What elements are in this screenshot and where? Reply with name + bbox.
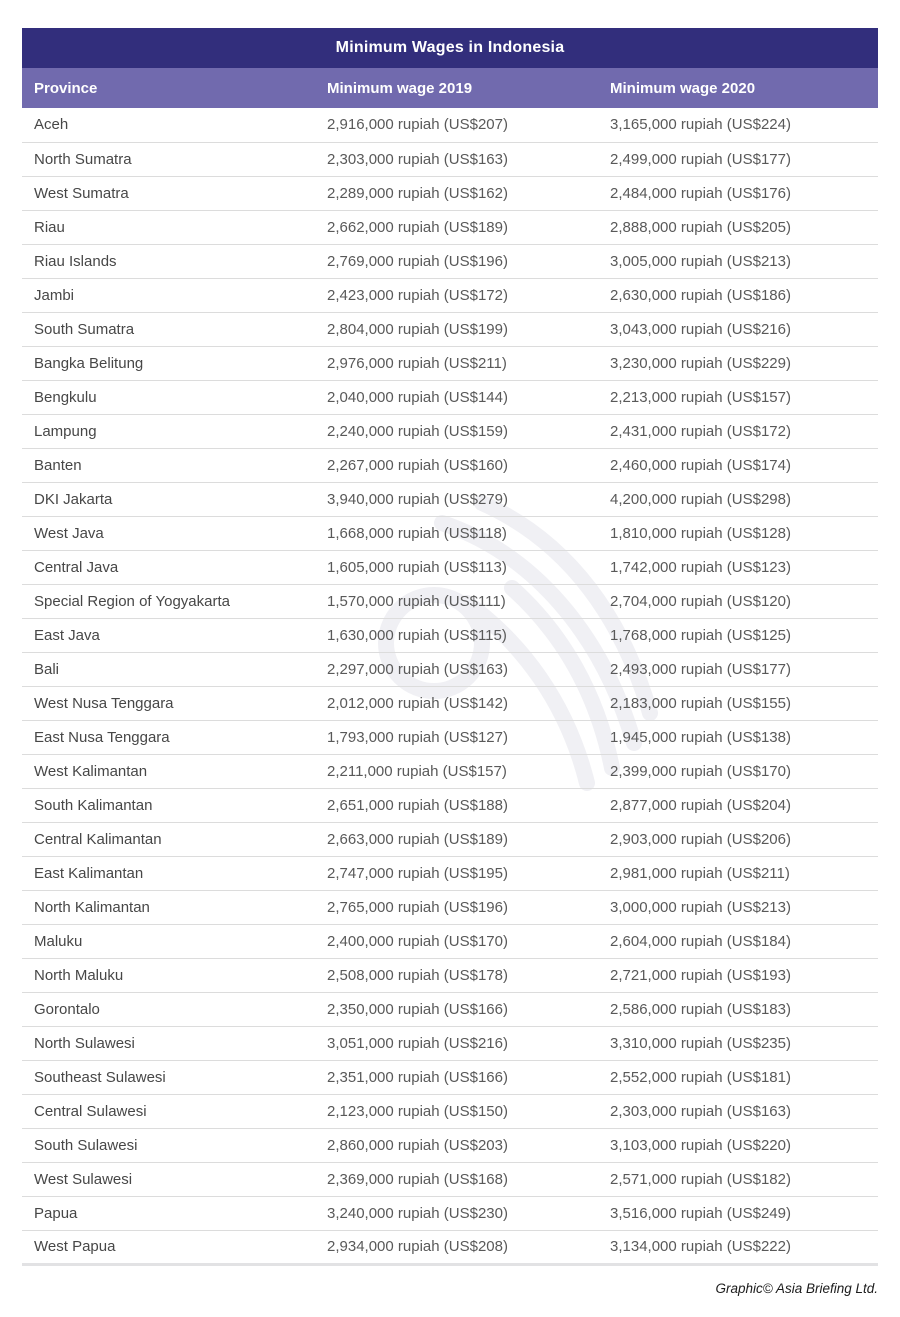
- wage-2019-cell: 2,240,000 rupiah (US$159): [315, 414, 598, 448]
- wage-2019-cell: 2,267,000 rupiah (US$160): [315, 448, 598, 482]
- wage-2019-cell: 2,976,000 rupiah (US$211): [315, 346, 598, 380]
- province-cell: Riau Islands: [22, 244, 315, 278]
- wage-2020-cell: 2,399,000 rupiah (US$170): [598, 754, 878, 788]
- wage-2020-cell: 2,981,000 rupiah (US$211): [598, 856, 878, 890]
- table-row: [22, 686, 878, 720]
- table-row: [22, 244, 878, 278]
- wage-2019-cell: 2,804,000 rupiah (US$199): [315, 312, 598, 346]
- table-row: [22, 278, 878, 312]
- table-row: [22, 754, 878, 788]
- table-row: [22, 788, 878, 822]
- wage-2019-cell: 1,570,000 rupiah (US$111): [315, 584, 598, 618]
- wage-2020-cell: 2,571,000 rupiah (US$182): [598, 1162, 878, 1196]
- graphic-credit: Graphic© Asia Briefing Ltd.: [715, 1281, 878, 1296]
- table-title: Minimum Wages in Indonesia: [22, 28, 878, 68]
- wage-2019-cell: 2,662,000 rupiah (US$189): [315, 210, 598, 244]
- wage-2019-cell: 3,051,000 rupiah (US$216): [315, 1026, 598, 1060]
- table-row: [22, 822, 878, 856]
- wage-2019-cell: 1,605,000 rupiah (US$113): [315, 550, 598, 584]
- table-row: [22, 108, 878, 142]
- wage-2020-cell: 2,213,000 rupiah (US$157): [598, 380, 878, 414]
- wage-2020-cell: 4,200,000 rupiah (US$298): [598, 482, 878, 516]
- province-cell: East Java: [22, 618, 315, 652]
- wage-2020-cell: 3,005,000 rupiah (US$213): [598, 244, 878, 278]
- wage-2020-cell: 3,310,000 rupiah (US$235): [598, 1026, 878, 1060]
- wage-2020-cell: 3,165,000 rupiah (US$224): [598, 108, 878, 142]
- table-row: [22, 482, 878, 516]
- wage-2020-cell: 2,903,000 rupiah (US$206): [598, 822, 878, 856]
- province-cell: Bali: [22, 652, 315, 686]
- wage-2020-cell: 2,499,000 rupiah (US$177): [598, 142, 878, 176]
- wage-2020-cell: 3,043,000 rupiah (US$216): [598, 312, 878, 346]
- province-cell: West Sulawesi: [22, 1162, 315, 1196]
- wage-2019-cell: 2,351,000 rupiah (US$166): [315, 1060, 598, 1094]
- province-cell: Maluku: [22, 924, 315, 958]
- wage-2020-cell: 2,630,000 rupiah (US$186): [598, 278, 878, 312]
- province-cell: Jambi: [22, 278, 315, 312]
- province-cell: Central Sulawesi: [22, 1094, 315, 1128]
- table-row: [22, 142, 878, 176]
- wage-2020-cell: 1,768,000 rupiah (US$125): [598, 618, 878, 652]
- province-cell: West Sumatra: [22, 176, 315, 210]
- wage-2020-cell: 2,877,000 rupiah (US$204): [598, 788, 878, 822]
- wage-2019-cell: 2,769,000 rupiah (US$196): [315, 244, 598, 278]
- wage-2020-cell: 1,810,000 rupiah (US$128): [598, 516, 878, 550]
- wage-2019-cell: 1,630,000 rupiah (US$115): [315, 618, 598, 652]
- wage-2019-cell: 2,916,000 rupiah (US$207): [315, 108, 598, 142]
- province-cell: Gorontalo: [22, 992, 315, 1026]
- province-cell: North Maluku: [22, 958, 315, 992]
- wage-2020-cell: 2,183,000 rupiah (US$155): [598, 686, 878, 720]
- wage-2019-cell: 2,369,000 rupiah (US$168): [315, 1162, 598, 1196]
- province-cell: Bangka Belitung: [22, 346, 315, 380]
- table-row: [22, 856, 878, 890]
- province-cell: Southeast Sulawesi: [22, 1060, 315, 1094]
- wage-2019-cell: 2,303,000 rupiah (US$163): [315, 142, 598, 176]
- wage-2020-cell: 2,888,000 rupiah (US$205): [598, 210, 878, 244]
- wage-2019-cell: 2,747,000 rupiah (US$195): [315, 856, 598, 890]
- wage-2019-cell: 2,765,000 rupiah (US$196): [315, 890, 598, 924]
- wage-2020-cell: 3,134,000 rupiah (US$222): [598, 1230, 878, 1264]
- table-row: [22, 210, 878, 244]
- table-row: [22, 1196, 878, 1230]
- province-cell: South Kalimantan: [22, 788, 315, 822]
- wage-2019-cell: 2,860,000 rupiah (US$203): [315, 1128, 598, 1162]
- wage-2019-cell: 2,663,000 rupiah (US$189): [315, 822, 598, 856]
- province-cell: Lampung: [22, 414, 315, 448]
- table-row: [22, 1162, 878, 1196]
- province-cell: South Sulawesi: [22, 1128, 315, 1162]
- table-row: [22, 1094, 878, 1128]
- table-row: [22, 1230, 878, 1264]
- wage-2020-cell: 2,303,000 rupiah (US$163): [598, 1094, 878, 1128]
- province-cell: Bengkulu: [22, 380, 315, 414]
- table-row: [22, 312, 878, 346]
- wage-2019-cell: 2,934,000 rupiah (US$208): [315, 1230, 598, 1264]
- wage-2019-cell: 2,211,000 rupiah (US$157): [315, 754, 598, 788]
- province-cell: DKI Jakarta: [22, 482, 315, 516]
- table-row: [22, 1026, 878, 1060]
- wage-2019-cell: 1,793,000 rupiah (US$127): [315, 720, 598, 754]
- wage-2020-cell: 2,431,000 rupiah (US$172): [598, 414, 878, 448]
- wage-2020-cell: 1,945,000 rupiah (US$138): [598, 720, 878, 754]
- province-cell: North Sumatra: [22, 142, 315, 176]
- province-cell: Banten: [22, 448, 315, 482]
- wage-2020-cell: 3,103,000 rupiah (US$220): [598, 1128, 878, 1162]
- table-row: [22, 584, 878, 618]
- wage-2019-cell: 2,123,000 rupiah (US$150): [315, 1094, 598, 1128]
- table-row: [22, 550, 878, 584]
- wage-2020-cell: 1,742,000 rupiah (US$123): [598, 550, 878, 584]
- province-cell: Special Region of Yogyakarta: [22, 584, 315, 618]
- table-row: [22, 516, 878, 550]
- table-row: [22, 924, 878, 958]
- wage-2020-cell: 2,484,000 rupiah (US$176): [598, 176, 878, 210]
- province-cell: North Kalimantan: [22, 890, 315, 924]
- province-cell: Riau: [22, 210, 315, 244]
- province-cell: Central Kalimantan: [22, 822, 315, 856]
- wage-2020-cell: 3,000,000 rupiah (US$213): [598, 890, 878, 924]
- wage-2019-cell: 3,240,000 rupiah (US$230): [315, 1196, 598, 1230]
- wage-2019-cell: 2,651,000 rupiah (US$188): [315, 788, 598, 822]
- table-row: [22, 652, 878, 686]
- province-cell: East Nusa Tenggara: [22, 720, 315, 754]
- wage-2019-cell: 2,297,000 rupiah (US$163): [315, 652, 598, 686]
- table-row: [22, 720, 878, 754]
- column-header-province: Province: [22, 68, 315, 108]
- wage-2019-cell: 2,040,000 rupiah (US$144): [315, 380, 598, 414]
- wage-table: [22, 68, 878, 1266]
- table-row: [22, 618, 878, 652]
- province-cell: West Papua: [22, 1230, 315, 1264]
- province-cell: North Sulawesi: [22, 1026, 315, 1060]
- province-cell: Papua: [22, 1196, 315, 1230]
- province-cell: Aceh: [22, 108, 315, 142]
- header-row: [22, 68, 878, 108]
- table-row: [22, 890, 878, 924]
- table-row: [22, 1128, 878, 1162]
- province-cell: Central Java: [22, 550, 315, 584]
- wage-2019-cell: 2,508,000 rupiah (US$178): [315, 958, 598, 992]
- province-cell: East Kalimantan: [22, 856, 315, 890]
- wage-2020-cell: 2,721,000 rupiah (US$193): [598, 958, 878, 992]
- column-header-wage-2019: Minimum wage 2019: [315, 68, 598, 108]
- wage-2019-cell: 2,350,000 rupiah (US$166): [315, 992, 598, 1026]
- wage-2020-cell: 2,586,000 rupiah (US$183): [598, 992, 878, 1026]
- table-row: [22, 992, 878, 1026]
- wage-2020-cell: 2,552,000 rupiah (US$181): [598, 1060, 878, 1094]
- table-row: [22, 414, 878, 448]
- table-row: [22, 176, 878, 210]
- table-row: [22, 1060, 878, 1094]
- table-row: [22, 958, 878, 992]
- wage-2019-cell: 2,400,000 rupiah (US$170): [315, 924, 598, 958]
- column-header-wage-2020: Minimum wage 2020: [598, 68, 878, 108]
- wage-2019-cell: 1,668,000 rupiah (US$118): [315, 516, 598, 550]
- wage-2020-cell: 2,460,000 rupiah (US$174): [598, 448, 878, 482]
- province-cell: West Kalimantan: [22, 754, 315, 788]
- wage-2020-cell: 3,516,000 rupiah (US$249): [598, 1196, 878, 1230]
- wage-2020-cell: 3,230,000 rupiah (US$229): [598, 346, 878, 380]
- table-row: [22, 380, 878, 414]
- minimum-wages-table: [22, 28, 878, 1266]
- table-row: [22, 346, 878, 380]
- wage-2019-cell: 2,012,000 rupiah (US$142): [315, 686, 598, 720]
- wage-2019-cell: 3,940,000 rupiah (US$279): [315, 482, 598, 516]
- wage-2020-cell: 2,604,000 rupiah (US$184): [598, 924, 878, 958]
- province-cell: West Java: [22, 516, 315, 550]
- wage-2019-cell: 2,289,000 rupiah (US$162): [315, 176, 598, 210]
- table-row: [22, 448, 878, 482]
- wage-2019-cell: 2,423,000 rupiah (US$172): [315, 278, 598, 312]
- province-cell: South Sumatra: [22, 312, 315, 346]
- wage-2020-cell: 2,704,000 rupiah (US$120): [598, 584, 878, 618]
- wage-2020-cell: 2,493,000 rupiah (US$177): [598, 652, 878, 686]
- province-cell: West Nusa Tenggara: [22, 686, 315, 720]
